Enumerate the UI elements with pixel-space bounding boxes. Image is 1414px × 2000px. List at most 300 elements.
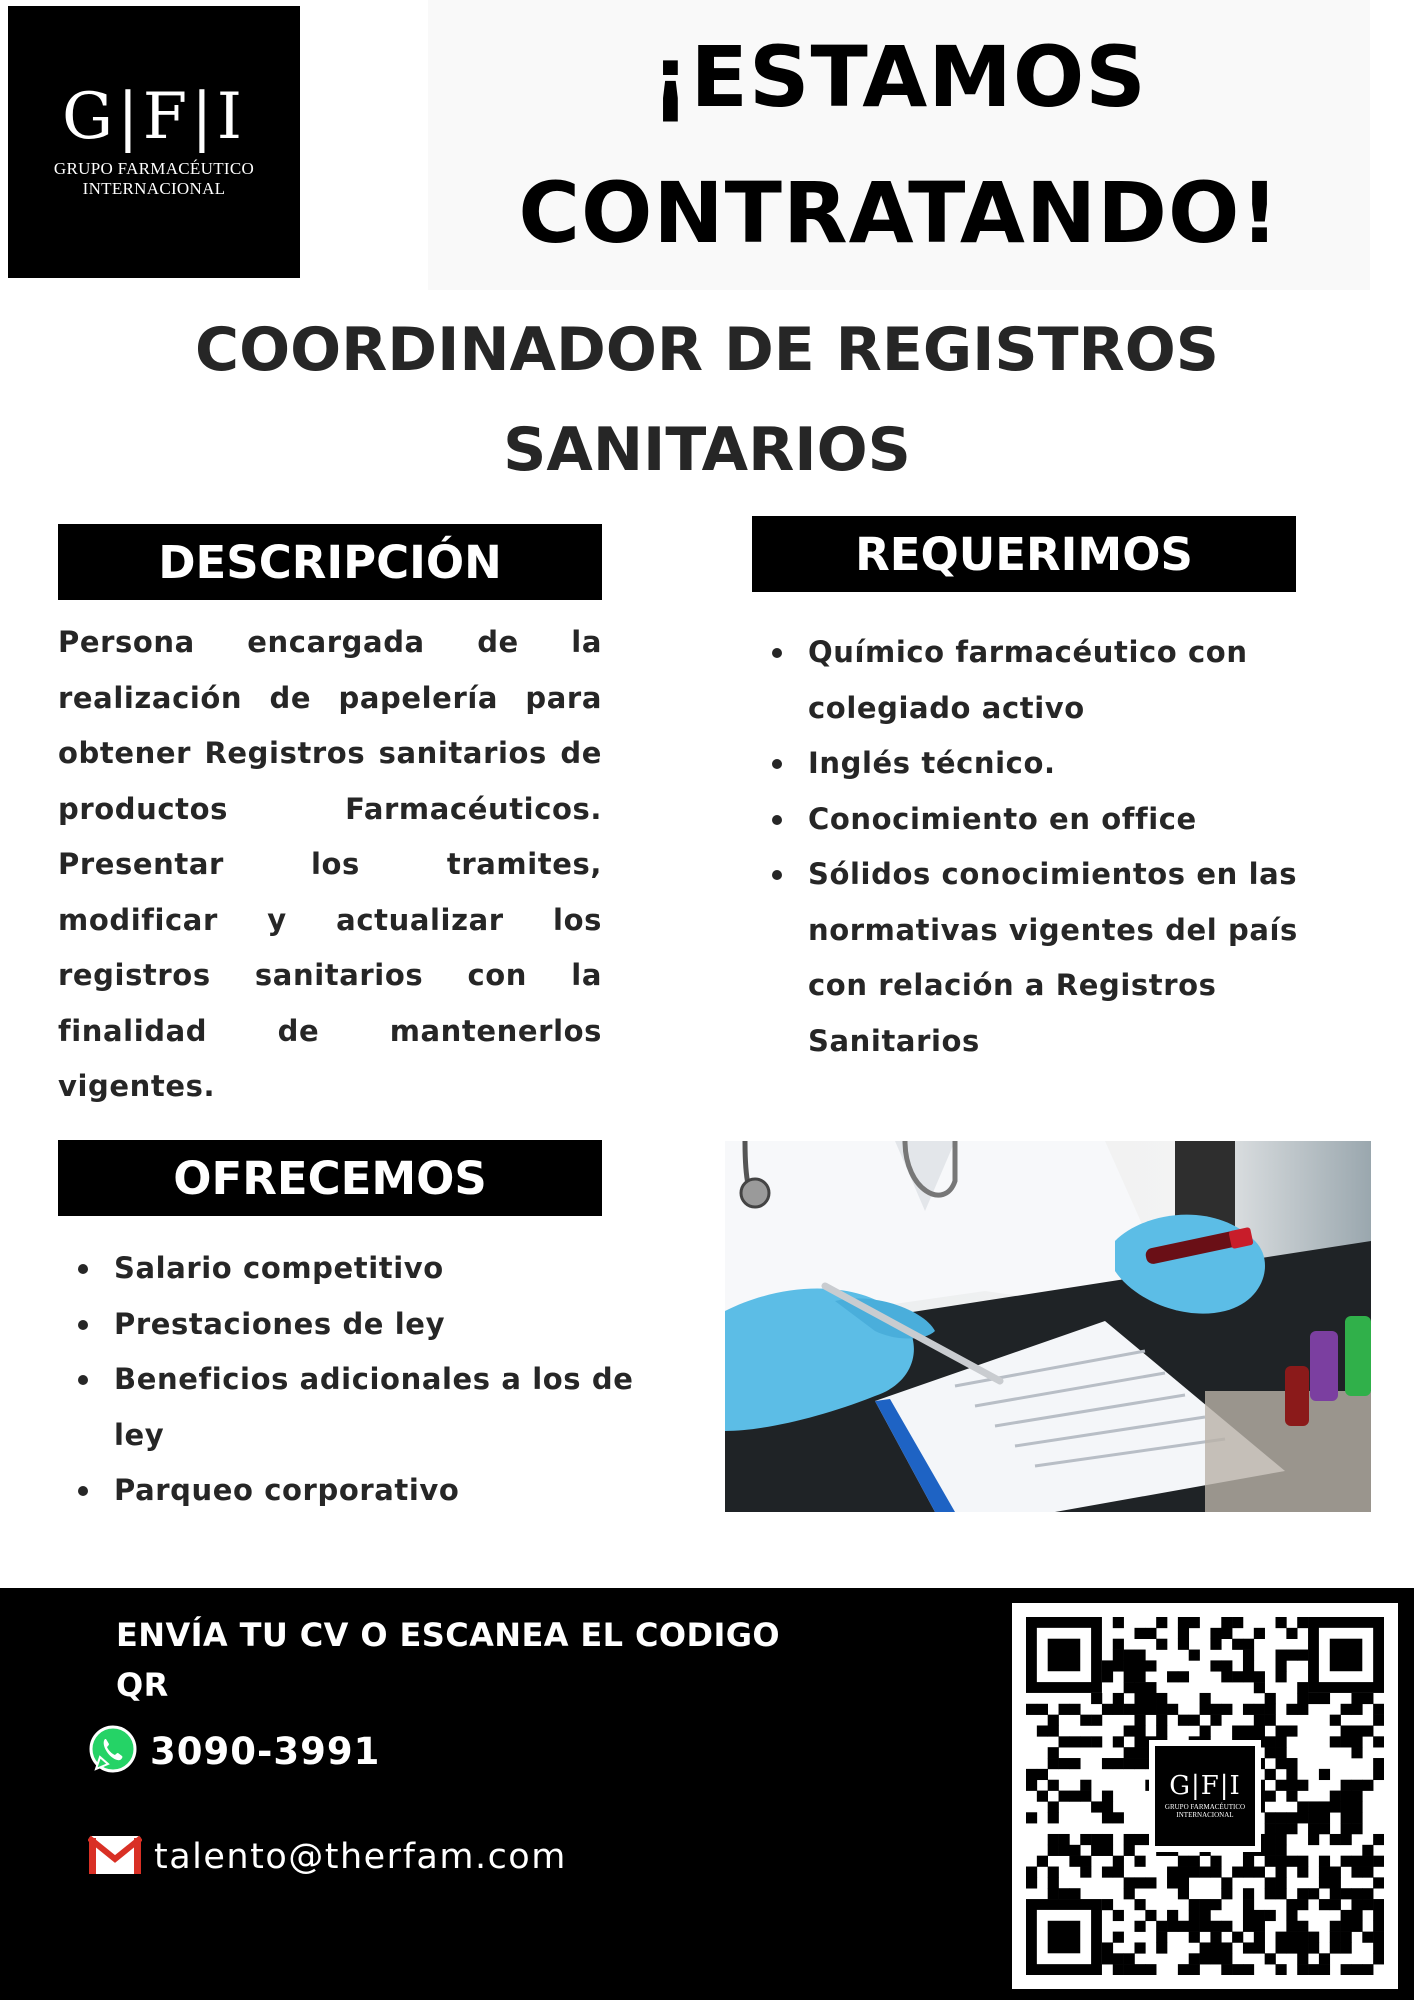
qr-module [1200,1910,1211,1921]
qr-module [1276,1877,1287,1888]
qr-module [1026,1769,1037,1780]
job-title-line-2: SANITARIOS [503,415,911,485]
qr-module [1080,1867,1091,1878]
qr-module [1373,1877,1384,1888]
list-item: Químico farmacéutico con colegiado activo [752,625,1352,736]
qr-module [1265,1704,1276,1715]
qr-module [1178,1964,1189,1975]
qr-module [1297,1942,1308,1953]
qr-logo-subtitle [1165,1803,1245,1819]
qr-module [1156,1617,1167,1628]
qr-module [1243,1964,1254,1975]
qr-module [1124,1845,1135,1856]
qr-module [1308,1888,1319,1899]
qr-module [1254,1910,1265,1921]
qr-module [1210,1660,1221,1671]
qr-module [1102,1953,1113,1964]
qr-module [1265,1953,1276,1964]
qr-module [1276,1650,1287,1661]
qr-module [1189,1953,1200,1964]
qr-module [1286,1823,1297,1834]
qr-module [1167,1910,1178,1921]
qr-module [1102,1834,1113,1845]
qr-module [1319,1867,1330,1878]
qr-module [1330,1834,1341,1845]
qr-module [1102,1671,1113,1682]
qr-module [1145,1910,1156,1921]
qr-module [1221,1877,1232,1888]
qr-module [1254,1921,1265,1932]
qr-module [1189,1617,1200,1628]
qr-module [1265,1856,1276,1867]
qr-module [1221,1704,1232,1715]
qr-module [1210,1953,1221,1964]
qr-module [1091,1693,1102,1704]
qr-module [1221,1942,1232,1953]
list-item: Parqueo corporativo [58,1463,658,1519]
qr-module [1362,1725,1373,1736]
qr-module [1243,1639,1254,1650]
qr-module [1319,1953,1330,1964]
description-header: DESCRIPCIÓN [58,524,602,600]
qr-module [1200,1942,1211,1953]
qr-module [1330,1791,1341,1802]
qr-module [1243,1888,1254,1899]
qr-module [1276,1845,1287,1856]
qr-module [1362,1888,1373,1899]
qr-module [1069,1736,1080,1747]
qr-module [1297,1780,1308,1791]
qr-module [1319,1856,1330,1867]
qr-module [1276,1660,1287,1671]
qr-module [1308,1801,1319,1812]
qr-logo [1149,1740,1261,1852]
qr-module [1276,1856,1287,1867]
email-row[interactable] [88,1835,567,1879]
qr-module [1134,1856,1145,1867]
qr-module [1080,1736,1091,1747]
qr-module [1362,1932,1373,1943]
qr-module [1124,1747,1135,1758]
qr-module [1134,1682,1145,1693]
qr-module [1189,1867,1200,1878]
qr-module [1232,1639,1243,1650]
qr-module [1243,1650,1254,1661]
qr-logo-mark: G|F|I [1169,1771,1241,1801]
qr-module [1265,1888,1276,1899]
qr-module [1319,1964,1330,1975]
qr-module [1048,1845,1059,1856]
lab-photo [725,1141,1371,1512]
qr-module [1113,1867,1124,1878]
qr-module [1048,1801,1059,1812]
qr-module [1286,1921,1297,1932]
qr-module [1351,1823,1362,1834]
qr-module [1297,1932,1308,1943]
qr-module [1330,1877,1341,1888]
qr-module [1221,1671,1232,1682]
qr-module [1362,1899,1373,1910]
qr-module [1330,1715,1341,1726]
qr-module [1308,1964,1319,1975]
qr-module [1373,1856,1384,1867]
qr-module [1210,1921,1221,1932]
qr-module [1200,1704,1211,1715]
qr-module [1276,1812,1287,1823]
qr-module [1286,1812,1297,1823]
qr-module [1156,1693,1167,1704]
qr-module [1286,1932,1297,1943]
qr-module [1373,1921,1384,1932]
qr-module [1102,1801,1113,1812]
email-address: talento@therfam.com [154,1837,567,1877]
qr-module [1330,1867,1341,1878]
qr-module [1297,1650,1308,1661]
qr-module [1341,1834,1352,1845]
qr-module [1373,1834,1384,1845]
logo-mark: G|F|I [62,80,246,154]
qr-module [1091,1715,1102,1726]
qr-module [1286,1942,1297,1953]
qr-module [1351,1856,1362,1867]
qr-module [1134,1704,1145,1715]
qr-module [1178,1888,1189,1899]
qr-module [1221,1921,1232,1932]
qr-module [1210,1715,1221,1726]
qr-module [1330,1899,1341,1910]
qr-module [1080,1834,1091,1845]
qr-module [1286,1650,1297,1661]
qr-module [1341,1932,1352,1943]
qr-module [1276,1780,1287,1791]
qr-module [1037,1769,1048,1780]
qr-module [1254,1628,1265,1639]
job-title-line-1: COORDINADOR DE REGISTROS [195,315,1219,385]
qr-module [1221,1888,1232,1899]
qr-module [1124,1953,1135,1964]
qr-module [1276,1964,1287,1975]
qr-module [1178,1867,1189,1878]
qr-module [1341,1856,1352,1867]
qr-module [1341,1780,1352,1791]
qr-module [1145,1682,1156,1693]
qr-module [1059,1845,1070,1856]
qr-module [1319,1823,1330,1834]
qr-module [1297,1801,1308,1812]
qr-module [1200,1921,1211,1932]
qr-module [1134,1725,1145,1736]
qr-module [1145,1660,1156,1671]
qr-module [1265,1747,1276,1758]
qr-module [1351,1812,1362,1823]
qr-module [1341,1791,1352,1802]
qr-module [1113,1953,1124,1964]
qr-module [1210,1942,1221,1953]
qr-module [1351,1910,1362,1921]
qr-module [1297,1812,1308,1823]
qr-module [1080,1791,1091,1802]
qr-module [1102,1704,1113,1715]
qr-module [1102,1758,1113,1769]
qr-module [1102,1660,1113,1671]
qr-module [1319,1899,1330,1910]
qr-module [1069,1704,1080,1715]
qr-module [1254,1682,1265,1693]
qr-module [1265,1845,1276,1856]
qr-module [1134,1834,1145,1845]
qr-module [1297,1704,1308,1715]
qr-module [1341,1910,1352,1921]
qr-module [1091,1801,1102,1812]
qr-module [1351,1693,1362,1704]
qr-logo-line-1: GRUPO FARMACÉUTICO [1164,1803,1246,1811]
qr-module [1113,1856,1124,1867]
qr-module [1243,1921,1254,1932]
qr-module [1059,1758,1070,1769]
qr-module [1362,1693,1373,1704]
qr-module [1102,1812,1113,1823]
qr-module [1351,1921,1362,1932]
qr-module [1297,1856,1308,1867]
qr-module [1026,1877,1037,1888]
qr-module [1059,1834,1070,1845]
qr-module [1297,1867,1308,1878]
qr-module [1330,1932,1341,1943]
qr-module [1134,1899,1145,1910]
qr-module [1276,1823,1287,1834]
qr-module [1113,1639,1124,1650]
qr-module [1048,1921,1081,1954]
requirements-list [752,625,1352,1069]
qr-module [1265,1823,1276,1834]
qr-module [1048,1715,1059,1726]
qr-module [1059,1888,1070,1899]
qr-module [1156,1704,1167,1715]
description-text: Persona encargada de la realización de papelería para obtener Registros sanitarios de productos Farmacéuticos. Presentar los tramites, modificar y actualizar los registros sanitarios con la finalidad de mantenerlos vigentes. [58,625,602,1103]
qr-module [1351,1801,1362,1812]
qr-code[interactable] [1012,1603,1398,1989]
qr-module [1134,1964,1145,1975]
qr-module [1048,1888,1059,1899]
qr-module [1048,1812,1059,1823]
qr-module [1037,1856,1048,1867]
qr-module [1134,1715,1145,1726]
qr-module [1124,1758,1135,1769]
qr-module [1059,1736,1070,1747]
qr-module [1341,1725,1352,1736]
qr-module [1373,1953,1384,1964]
qr-module [1373,1899,1384,1910]
qr-module [1362,1780,1373,1791]
qr-module [1276,1736,1287,1747]
qr-module [1254,1715,1265,1726]
qr-module [1210,1856,1221,1867]
qr-module [1232,1725,1243,1736]
logo-subtitle [54,159,254,199]
qr-module [1134,1693,1145,1704]
qr-module [1373,1932,1384,1943]
qr-module [1178,1921,1189,1932]
whatsapp-icon [88,1724,138,1778]
qr-module [1189,1910,1200,1921]
qr-module [1286,1791,1297,1802]
qr-module [1351,1888,1362,1899]
qr-module [1124,1671,1135,1682]
qr-module [1210,1867,1221,1878]
qr-module [1113,1812,1124,1823]
qr-module [1373,1769,1384,1780]
list-item: Prestaciones de ley [58,1297,658,1353]
qr-module [1243,1899,1254,1910]
qr-module [1156,1921,1167,1932]
qr-module [1113,1736,1124,1747]
qr-module [1210,1932,1221,1943]
qr-module [1048,1877,1059,1888]
qr-module [1341,1921,1352,1932]
qr-module [1200,1899,1211,1910]
company-logo [8,6,300,278]
qr-module [1026,1780,1037,1791]
qr-module [1156,1715,1167,1726]
qr-module [1330,1736,1341,1747]
qr-module [1134,1747,1145,1758]
qr-module [1048,1725,1059,1736]
qr-module [1243,1660,1254,1671]
qr-module [1297,1693,1308,1704]
qr-module [1373,1758,1384,1769]
qr-module [1167,1921,1178,1932]
qr-module [1232,1964,1243,1975]
qr-module [1330,1801,1341,1812]
qr-module [1286,1899,1297,1910]
qr-module [1351,1736,1362,1747]
qr-module [1091,1845,1102,1856]
qr-module [1265,1736,1276,1747]
qr-module [1124,1877,1135,1888]
qr-module [1080,1780,1091,1791]
qr-module [1134,1650,1145,1661]
qr-module [1319,1877,1330,1888]
qr-module [1178,1877,1189,1888]
qr-module [1178,1617,1189,1628]
qr-module [1232,1932,1243,1943]
qr-module [1134,1671,1145,1682]
qr-module [1037,1791,1048,1802]
qr-module [1178,1628,1189,1639]
qr-module [1297,1617,1308,1628]
qr-module [1200,1867,1211,1878]
qr-module [1145,1877,1156,1888]
qr-module [1330,1942,1341,1953]
qr-module [1134,1758,1145,1769]
qr-module [1308,1942,1319,1953]
qr-module [1265,1877,1276,1888]
qr-module [1210,1639,1221,1650]
qr-module [1134,1877,1145,1888]
qr-module [1102,1845,1113,1856]
qr-module [1297,1921,1308,1932]
qr-module [1373,1910,1384,1921]
qr-module [1048,1867,1059,1878]
qr-module [1026,1812,1037,1823]
qr-module [1351,1725,1362,1736]
qr-module [1373,1942,1384,1953]
qr-module [1286,1856,1297,1867]
qr-module [1254,1942,1265,1953]
qr-module [1341,1704,1352,1715]
qr-module [1362,1845,1373,1856]
qr-module [1297,1899,1308,1910]
qr-module [1113,1964,1124,1975]
qr-module [1265,1693,1276,1704]
job-title [20,300,1394,500]
qr-module [1243,1867,1254,1878]
qr-module [1048,1758,1059,1769]
qr-module [1189,1932,1200,1943]
qr-module [1069,1888,1080,1899]
cta-text: ENVÍA TU CV O ESCANEA EL CODIGO QR [116,1616,781,1704]
qr-module [1113,1704,1124,1715]
list-item: Sólidos conocimientos en las normativas vigentes del país con relación a Registros Sanitarios [752,847,1352,1069]
qr-module [1265,1791,1276,1802]
qr-module [1319,1769,1330,1780]
qr-module [1048,1834,1059,1845]
qr-module [1210,1704,1221,1715]
qr-module [1200,1953,1211,1964]
qr-module [1134,1921,1145,1932]
qr-module [1124,1964,1135,1975]
qr-module [1156,1942,1167,1953]
qr-module [1362,1856,1373,1867]
qr-module [1145,1693,1156,1704]
qr-module [1243,1725,1254,1736]
qr-module [1308,1823,1319,1834]
qr-module [1286,1628,1297,1639]
qr-module [1189,1899,1200,1910]
qr-module [1026,1867,1037,1878]
qr-module [1243,1942,1254,1953]
qr-module [1221,1628,1232,1639]
qr-module [1286,1725,1297,1736]
qr-module [1145,1704,1156,1715]
qr-module [1189,1715,1200,1726]
qr-module [1091,1736,1102,1747]
qr-module [1037,1704,1048,1715]
qr-module [1200,1693,1211,1704]
qr-module [1134,1736,1145,1747]
qr-module [1221,1617,1232,1628]
qr-module [1134,1628,1145,1639]
qr-module [1254,1725,1265,1736]
qr-module [1080,1715,1091,1726]
headline-box [428,0,1370,290]
qr-module [1080,1856,1091,1867]
qr-module [1113,1660,1124,1671]
qr-module [1265,1715,1276,1726]
qr-module [1276,1758,1287,1769]
phone-row[interactable] [88,1724,380,1778]
qr-module [1341,1888,1352,1899]
qr-module [1156,1639,1167,1650]
qr-module [1102,1899,1113,1910]
qr-module [1341,1801,1352,1812]
qr-module [1232,1671,1243,1682]
qr-module [1265,1910,1276,1921]
qr-module [1276,1617,1287,1628]
qr-logo-line-2: INTERNACIONAL [1176,1811,1234,1819]
qr-module [1265,1834,1276,1845]
qr-module [1243,1910,1254,1921]
